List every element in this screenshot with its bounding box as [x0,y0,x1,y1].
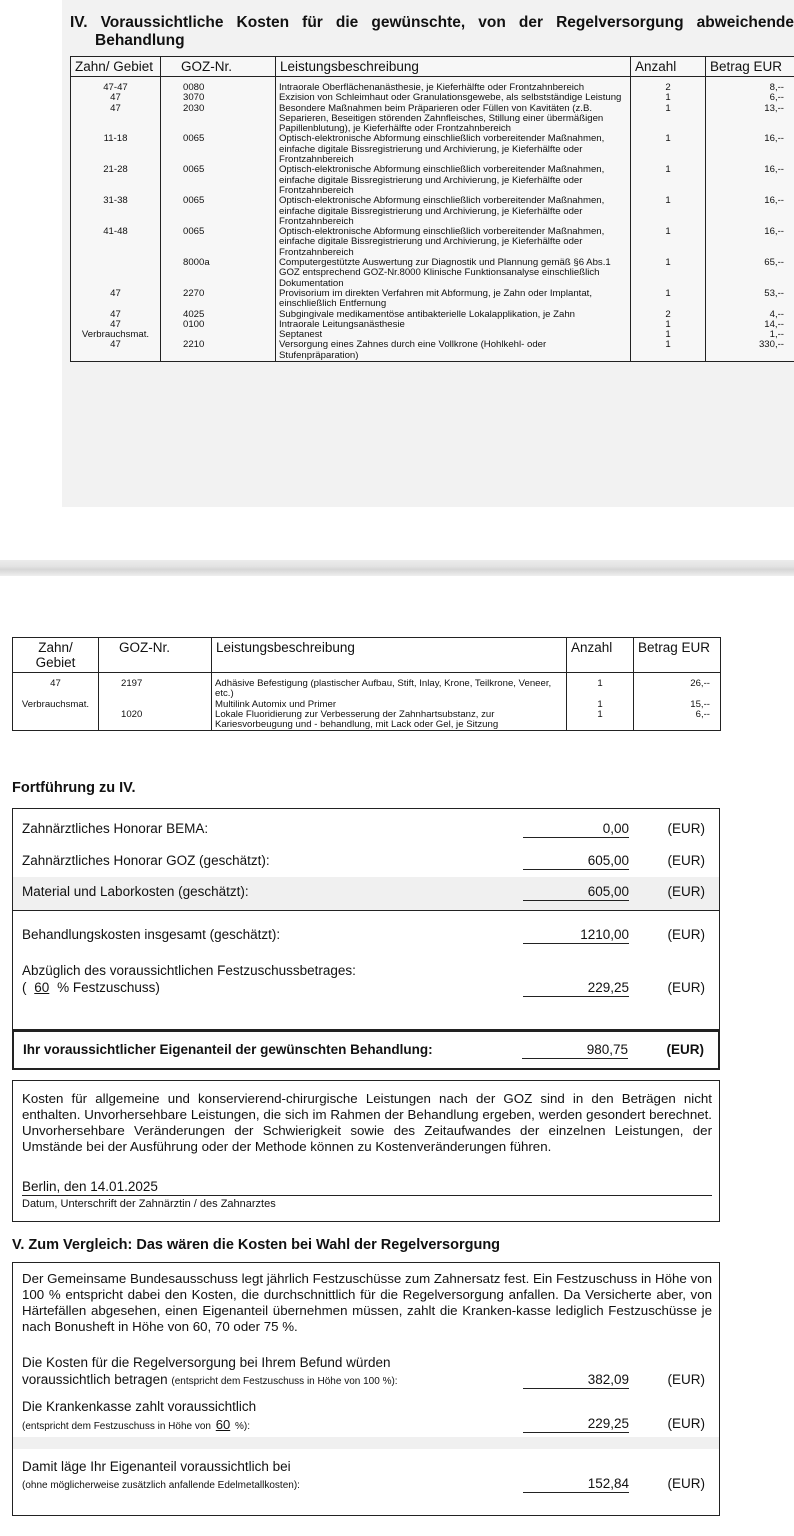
cell-betrag: 8,-- [706,77,794,94]
cost-table-page-one [70,56,794,362]
cell-description: Optisch-elektronische Abformung einschließlich vorbereitender Maßnahmen, einfache digitale Bissregistrierung und Archivierung, je Kieferhälfte oder Frontzahnbereich [276,165,631,196]
eigen-shade [13,1437,719,1449]
cell-anzahl: 1 [631,320,706,330]
kasse-line-one: Die Krankenkasse zahlt voraussichtlich [22,1399,257,1414]
material-unit: (EUR) [667,884,705,899]
table-row [71,104,794,135]
cell-description: Versorgung eines Zahnes durch eine Vollkrone (Hohlkehl- oder Stufenpräparation) [276,340,631,361]
place-date: Berlin, den 14.01.2025 [22,1179,158,1194]
cell-zahn: 47 [71,340,161,361]
cell-anzahl: 1 [631,330,706,340]
cell-goz: 2210 [161,340,276,361]
header-betrag: Betrag EUR [706,57,794,77]
cell-betrag: 15,-- [634,700,721,710]
comparison-text: Der Gemeinsame Bundesausschuss legt jährlich Festzuschüsse zum Zahnersatz fest. Ein Festzuschuss in Höhe von 100 % entspricht dabei den Kosten, die durchschnittlich für die Regelversorgung anfallen. Da Versicherte aber, von Härtefällen abgesehen, einen Eigenanteil übernehmen müssen, zahlt die Kranken-kasse lediglich Festzuschüsse je nach Bonusheft in Höhe von 60, 70 oder 75 %. [22,1271,712,1334]
cell-betrag: 26,-- [634,673,721,700]
cell-goz: 2030 [161,104,276,135]
cell-zahn [71,258,161,289]
header-goz: GOZ-Nr. [99,638,212,673]
regel-unit: (EUR) [667,1372,705,1387]
cell-anzahl: 1 [567,673,634,700]
cell-description: Optisch-elektronische Abformung einschließlich vorbereitender Maßnahmen, einfache digitale Bissregistrierung und Archivierung, je Kieferhälfte oder Frontzahnbereich [276,196,631,227]
cell-goz: 0100 [161,320,276,330]
cell-betrag: 65,-- [706,258,794,289]
cell-description: Lokale Fluoridierung zur Verbesserung der Zahnhartsubstanz, zur Kariesvorbeugung und - behandlung, mit Lack oder Gel, je Sitzung [212,710,567,731]
notice-box [12,1080,720,1222]
cell-description: Exzision von Schleimhaut oder Granulationsgewebe, als selbstständige Leistung [276,93,631,103]
cell-betrag: 16,-- [706,196,794,227]
regel-line-two: voraussichtlich betragen (entspricht dem Festzuschuss in Höhe von 100 %): [22,1372,398,1387]
table-row [71,320,794,330]
header-zahn: Zahn/ Gebiet [13,638,99,673]
cell-betrag: 4,-- [706,310,794,320]
kasse-unit: (EUR) [667,1416,705,1431]
cell-betrag: 16,-- [706,227,794,258]
cell-goz: 0065 [161,165,276,196]
cost-table-page-two [12,637,721,731]
section-five-heading: V. Zum Vergleich: Das wären die Kosten bei Wahl der Regelversorgung [12,1237,501,1253]
section-four-title: IV. Voraussichtliche Kosten für die gewünschte, von der Regelversorgung abweichende Behandlung [70,14,794,49]
table-row [71,196,794,227]
cell-goz: 0065 [161,227,276,258]
cell-anzahl: 1 [631,289,706,310]
material-label: Material und Laborkosten (geschätzt): [22,884,249,899]
cell-anzahl: 1 [631,227,706,258]
cell-zahn: 47 [71,104,161,135]
cell-anzahl: 1 [631,165,706,196]
cell-goz: 2197 [99,673,212,700]
goz-unit: (EUR) [667,853,705,868]
header-anzahl: Anzahl [631,57,706,77]
cell-betrag: 13,-- [706,104,794,135]
cell-anzahl: 1 [567,710,634,731]
total-box [12,910,720,1030]
cell-anzahl: 1 [631,134,706,165]
notice-text: Kosten für allgemeine und konservierend-chirurgische Leistungen nach der GOZ sind in den Beträgen nicht enthalten. Unvorhersehbare Leistungen, die sich im Rahmen der Behandlung ergeben, werden gesondert berechnet. Unvorhersehbare Veränderungen der Schwierigkeit sowie des Zeitaufwandes der einzelnen Leistungen, der Umstände bei der Ausführung oder der Methode können zu Kostenveränderungen führen. [22,1091,712,1154]
header-leistung: Leistungsbeschreibung [212,638,567,673]
cell-description: Adhäsive Befestigung (plastischer Aufbau, Stift, Inlay, Krone, Teilkrone, Veneer, etc.) [212,673,567,700]
cell-zahn: 21-28 [71,165,161,196]
table-row [71,310,794,320]
header-goz: GOZ-Nr. [161,57,276,77]
cell-zahn: 47 [71,320,161,330]
abzug-unit: (EUR) [667,980,705,995]
cell-zahn: 11-18 [71,134,161,165]
cell-goz: 8000a [161,258,276,289]
table-row [13,673,721,700]
cell-description: Optisch-elektronische Abformung einschließlich vorbereitender Maßnahmen, einfache digitale Bissregistrierung und Archivierung, je Kieferhälfte oder Frontzahnbereich [276,134,631,165]
cell-description: Intraorale Leitungsanästhesie [276,320,631,330]
cell-goz [99,700,212,710]
cell-betrag: 1,-- [706,330,794,340]
table-row [71,134,794,165]
cell-description: Multilink Automix und Primer [212,700,567,710]
cell-zahn: Verbrauchsmat. [71,330,161,340]
kasse-note: (entspricht dem Festzuschuss in Höhe von 60 %): [22,1417,251,1432]
cell-description: Besondere Maßnahmen beim Präparieren oder Füllen von Kavitäten (z.B. Separieren, Beseitigen störenden Zahnfleisches, Stillung einer übermäßigen Papillenblutung), je Kieferhälfte oder Frontzahnbereich [276,104,631,135]
table-row [13,710,721,731]
abzug-label: Abzüglich des voraussichtlichen Festzuschussbetrages: [22,963,356,978]
cell-betrag: 14,-- [706,320,794,330]
goz-label: Zahnärztliches Honorar GOZ (geschätzt): [22,853,270,868]
kasse-percent: 60 [215,1417,231,1432]
eigenanteil-box [12,1030,720,1070]
cell-anzahl: 2 [631,77,706,94]
comparison-box [12,1262,720,1516]
total-unit: (EUR) [667,927,705,942]
eigen-note: (ohne möglicherweise zusätzlich anfallende Edelmetallkosten): [22,1480,300,1491]
cell-betrag: 16,-- [706,134,794,165]
table-two-body [13,673,721,731]
cell-description: Subgingivale medikamentöse antibakterielle Lokalapplikation, je Zahn [276,310,631,320]
bema-unit: (EUR) [667,821,705,836]
page-divider [0,560,794,576]
cell-anzahl: 1 [567,700,634,710]
cell-goz: 2270 [161,289,276,310]
total-label: Behandlungskosten insgesamt (geschätzt): [22,927,281,942]
cell-zahn: 47 [13,673,99,700]
cell-zahn: 47-47 [71,77,161,94]
cell-betrag: 53,-- [706,289,794,310]
header-betrag: Betrag EUR [634,638,721,673]
header-leistung: Leistungsbeschreibung [276,57,631,77]
cell-zahn: 47 [71,93,161,103]
table-row [71,289,794,310]
eigen-unit: (EUR) [667,1476,705,1491]
cell-betrag: 6,-- [706,93,794,103]
fortfuehrung-heading: Fortführung zu IV. [12,780,136,796]
goz-value: 605,00 [523,853,629,870]
cell-zahn: 47 [71,310,161,320]
eigen-line-one: Damit läge Ihr Eigenanteil voraussichtlich bei [22,1459,291,1474]
abzug-percent-line: ( 60 % Festzuschuss) [22,980,160,995]
eigen-value: 152,84 [523,1476,629,1493]
cell-goz: 0080 [161,77,276,94]
regel-value: 382,09 [523,1372,629,1389]
kasse-value: 229,25 [523,1416,629,1433]
eigenanteil-unit: (EUR) [666,1042,704,1057]
cell-description: Computergestützte Auswertung zur Diagnostik und Plannung gemäß §6 Abs.1 GOZ entsprechend GOZ-Nr.8000 Klinische Funktionsanalyse einschließlich Dokumentation [276,258,631,289]
cell-anzahl: 2 [631,310,706,320]
place-date-line [22,1179,712,1196]
honorar-box [12,808,720,910]
eigenanteil-label: Ihr voraussichtlicher Eigenanteil der gewünschten Behandlung: [23,1042,433,1057]
cell-goz: 4025 [161,310,276,320]
cell-description: Optisch-elektronische Abformung einschließlich vorbereitender Maßnahmen, einfache digitale Bissregistrierung und Archivierung, je Kieferhälfte oder Frontzahnbereich [276,227,631,258]
table-row [71,227,794,258]
eigenanteil-value: 980,75 [522,1042,628,1059]
header-zahn: Zahn/ Gebiet [71,57,161,77]
regel-note: (entspricht dem Festzuschuss in Höhe von 100 %): [171,1376,398,1387]
cell-goz: 0065 [161,134,276,165]
cell-description: Septanest [276,330,631,340]
abzug-value: 229,25 [523,980,629,997]
cell-anzahl: 1 [631,196,706,227]
cell-goz: 0065 [161,196,276,227]
table-row [71,77,794,94]
header-anzahl: Anzahl [567,638,634,673]
regel-line-one: Die Kosten für die Regelversorgung bei Ihrem Befund würden [22,1355,391,1370]
abzug-percent: 60 [34,980,50,995]
cell-zahn: Verbrauchsmat. [13,700,99,710]
cell-goz: 1020 [99,710,212,731]
cell-zahn: 41-48 [71,227,161,258]
cell-betrag: 16,-- [706,165,794,196]
table-row [71,165,794,196]
cell-goz [161,330,276,340]
table-one-body [71,77,794,362]
cell-betrag: 330,-- [706,340,794,361]
material-value: 605,00 [523,884,629,901]
cell-zahn [13,710,99,731]
bema-label: Zahnärztliches Honorar BEMA: [22,821,209,836]
cell-anzahl: 1 [631,93,706,103]
table-row [71,258,794,289]
cell-description: Intraorale Oberflächenanästhesie, je Kieferhälfte oder Frontzahnbereich [276,77,631,94]
cell-description: Provisorium im direkten Verfahren mit Abformung, je Zahn oder Implantat, einschließlich Entfernung [276,289,631,310]
table-row [71,340,794,361]
cell-anzahl: 1 [631,340,706,361]
cell-goz: 3070 [161,93,276,103]
total-value: 1210,00 [523,927,629,944]
cell-anzahl: 1 [631,258,706,289]
cell-betrag: 6,-- [634,710,721,731]
cell-zahn: 31-38 [71,196,161,227]
signature-caption: Datum, Unterschrift der Zahnärztin / des Zahnarztes [22,1198,276,1210]
cell-zahn: 47 [71,289,161,310]
bema-value: 0,00 [523,821,629,838]
cell-anzahl: 1 [631,104,706,135]
